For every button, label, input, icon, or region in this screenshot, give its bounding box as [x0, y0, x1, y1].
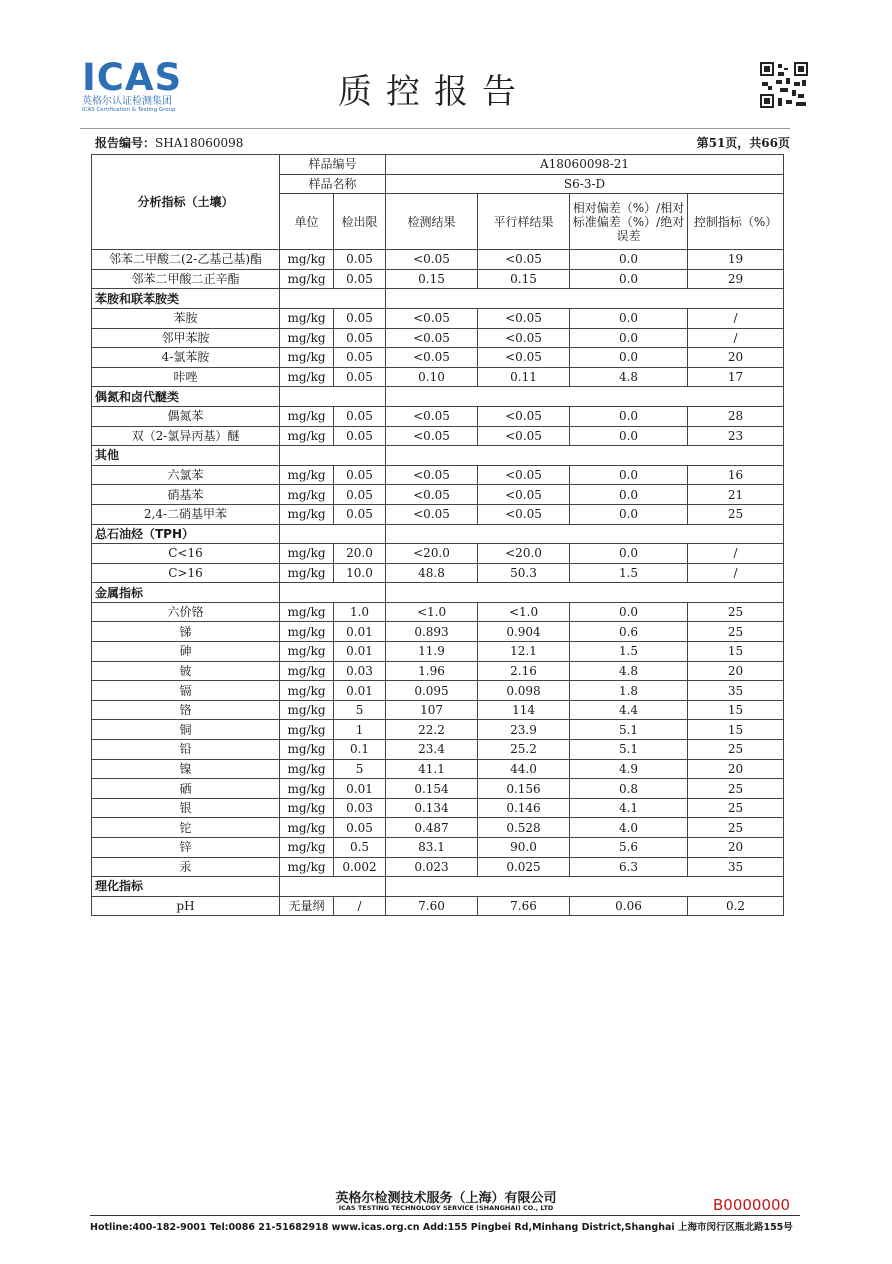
deviation-cell: 4.8: [570, 661, 688, 681]
duplicate-result-cell: <0.05: [478, 504, 570, 524]
control-index-cell: 23: [688, 426, 784, 446]
unit-cell: mg/kg: [280, 544, 334, 564]
table-row: [92, 661, 784, 681]
control-index-cell: 0.2: [688, 896, 784, 916]
unit-cell: 无量纲: [280, 896, 334, 916]
section-row: [92, 387, 784, 407]
unit-cell: mg/kg: [280, 720, 334, 740]
table-row: [92, 759, 784, 779]
detection-limit-cell: 0.1: [334, 740, 386, 760]
control-index-cell: 25: [688, 740, 784, 760]
deviation-cell: 1.5: [570, 563, 688, 583]
duplicate-result-cell: 90.0: [478, 838, 570, 858]
duplicate-result-cell: 114: [478, 700, 570, 720]
unit-cell: mg/kg: [280, 504, 334, 524]
deviation-cell: 0.0: [570, 406, 688, 426]
detection-limit-cell: 0.05: [334, 406, 386, 426]
result-cell: 0.154: [386, 779, 478, 799]
duplicate-result-cell: <0.05: [478, 485, 570, 505]
result-cell: <0.05: [386, 348, 478, 368]
detection-limit-cell: 0.05: [334, 367, 386, 387]
unit-cell: mg/kg: [280, 602, 334, 622]
detection-limit-cell: 5: [334, 700, 386, 720]
qc-table: [91, 154, 784, 916]
result-cell: <0.05: [386, 308, 478, 328]
logo-en: ICAS Certification & Testing Group: [82, 107, 176, 113]
sample-no-label: 样品编号: [280, 155, 386, 175]
duplicate-result-cell: 0.904: [478, 622, 570, 642]
section-title: 总石油烃（TPH）: [92, 524, 280, 544]
deviation-cell: 0.0: [570, 602, 688, 622]
result-cell: 0.487: [386, 818, 478, 838]
deviation-cell: 4.0: [570, 818, 688, 838]
analyte-cell: 硒: [92, 779, 280, 799]
section-title: 其他: [92, 446, 280, 466]
analyte-cell: 铊: [92, 818, 280, 838]
table-row: [92, 818, 784, 838]
deviation-cell: 0.0: [570, 544, 688, 564]
result-cell: <0.05: [386, 426, 478, 446]
control-index-cell: 20: [688, 348, 784, 368]
unit-cell: mg/kg: [280, 759, 334, 779]
deviation-cell: 0.6: [570, 622, 688, 642]
table-body: [92, 250, 784, 916]
duplicate-result-cell: 0.15: [478, 269, 570, 289]
duplicate-result-cell: 0.146: [478, 798, 570, 818]
analyte-header: 分析指标（土壤）: [92, 155, 280, 250]
section-blank: [280, 289, 386, 309]
analyte-cell: 银: [92, 798, 280, 818]
deviation-cell: 0.06: [570, 896, 688, 916]
table-row: [92, 406, 784, 426]
analyte-cell: C>16: [92, 563, 280, 583]
control-index-cell: 19: [688, 250, 784, 270]
unit-cell: mg/kg: [280, 348, 334, 368]
detection-limit-cell: 0.5: [334, 838, 386, 858]
section-blank: [280, 877, 386, 897]
unit-cell: mg/kg: [280, 838, 334, 858]
detection-limit-cell: 0.05: [334, 465, 386, 485]
control-index-cell: 25: [688, 504, 784, 524]
deviation-cell: 0.8: [570, 779, 688, 799]
analyte-cell: 双（2-氯异丙基）醚: [92, 426, 280, 446]
control-index-cell: 15: [688, 720, 784, 740]
unit-cell: mg/kg: [280, 250, 334, 270]
analyte-cell: 邻甲苯胺: [92, 328, 280, 348]
duplicate-result-cell: 0.098: [478, 681, 570, 701]
result-cell: 23.4: [386, 740, 478, 760]
deviation-cell: 0.0: [570, 426, 688, 446]
table-row: [92, 348, 784, 368]
unit-cell: mg/kg: [280, 426, 334, 446]
serial-number: B0000000: [713, 1196, 791, 1214]
sample-name-value: S6-3-D: [386, 174, 784, 194]
unit-cell: mg/kg: [280, 661, 334, 681]
result-cell: 0.134: [386, 798, 478, 818]
unit-cell: mg/kg: [280, 269, 334, 289]
detection-limit-cell: 0.05: [334, 426, 386, 446]
report-number: [95, 134, 243, 151]
section-blank: [386, 387, 784, 407]
table-row: [92, 328, 784, 348]
icas-logo: [82, 56, 192, 114]
section-row: [92, 289, 784, 309]
footer-divider: [90, 1215, 800, 1216]
control-index-cell: 25: [688, 622, 784, 642]
deviation-cell: 5.1: [570, 740, 688, 760]
qr-code-icon: [758, 60, 810, 110]
detection-limit-cell: 0.03: [334, 661, 386, 681]
detection-limit-cell: 1.0: [334, 602, 386, 622]
unit-cell: mg/kg: [280, 622, 334, 642]
detection-limit-cell: 0.002: [334, 857, 386, 877]
analyte-cell: 偶氮苯: [92, 406, 280, 426]
detection-limit-cell: 0.01: [334, 681, 386, 701]
result-cell: 48.8: [386, 563, 478, 583]
control-index-cell: /: [688, 328, 784, 348]
section-blank: [386, 446, 784, 466]
company-name-en: ICAS TESTING TECHNOLOGY SERVICE (SHANGHAI) CO., LTD: [338, 1204, 554, 1212]
control-index-cell: 25: [688, 818, 784, 838]
detection-limit-cell: 0.03: [334, 798, 386, 818]
unit-cell: mg/kg: [280, 857, 334, 877]
unit-cell: mg/kg: [280, 700, 334, 720]
unit-cell: mg/kg: [280, 406, 334, 426]
analyte-cell: 4-氯苯胺: [92, 348, 280, 368]
detection-limit-cell: /: [334, 896, 386, 916]
duplicate-result-cell: <0.05: [478, 348, 570, 368]
detection-limit-cell: 0.05: [334, 348, 386, 368]
deviation-cell: 4.1: [570, 798, 688, 818]
deviation-cell: 0.0: [570, 348, 688, 368]
control-index-cell: 25: [688, 779, 784, 799]
result-cell: <0.05: [386, 485, 478, 505]
table-row: [92, 896, 784, 916]
duplicate-result-cell: 0.11: [478, 367, 570, 387]
analyte-cell: 六氯苯: [92, 465, 280, 485]
section-row: [92, 877, 784, 897]
deviation-header: 相对偏差（%）/相对标准偏差（%）/绝对误差: [570, 194, 688, 250]
section-blank: [280, 524, 386, 544]
duplicate-result-cell: 25.2: [478, 740, 570, 760]
duplicate-result-cell: <0.05: [478, 465, 570, 485]
result-cell: <20.0: [386, 544, 478, 564]
detection-limit-cell: 10.0: [334, 563, 386, 583]
detection-limit-cell: 5: [334, 759, 386, 779]
deviation-cell: 0.0: [570, 485, 688, 505]
duplicate-result-cell: 2.16: [478, 661, 570, 681]
section-row: [92, 524, 784, 544]
analyte-cell: 镍: [92, 759, 280, 779]
detection-limit-cell: 20.0: [334, 544, 386, 564]
control-index-cell: 20: [688, 661, 784, 681]
unit-cell: mg/kg: [280, 681, 334, 701]
result-cell: 0.095: [386, 681, 478, 701]
unit-cell: mg/kg: [280, 779, 334, 799]
header-divider: [80, 128, 790, 129]
control-index-cell: 25: [688, 602, 784, 622]
deviation-cell: 0.0: [570, 250, 688, 270]
analyte-cell: 邻苯二甲酸二(2-乙基己基)酯: [92, 250, 280, 270]
sample-name-label: 样品名称: [280, 174, 386, 194]
deviation-cell: 0.0: [570, 269, 688, 289]
deviation-cell: 0.0: [570, 308, 688, 328]
control-index-cell: 20: [688, 838, 784, 858]
section-blank: [280, 446, 386, 466]
table-row: [92, 602, 784, 622]
unit-cell: mg/kg: [280, 328, 334, 348]
duplicate-result-cell: 12.1: [478, 642, 570, 662]
result-cell: <0.05: [386, 465, 478, 485]
analyte-cell: 汞: [92, 857, 280, 877]
analyte-cell: 锌: [92, 838, 280, 858]
unit-cell: mg/kg: [280, 465, 334, 485]
control-index-cell: 20: [688, 759, 784, 779]
control-index-cell: 15: [688, 642, 784, 662]
control-index-cell: /: [688, 563, 784, 583]
section-blank: [386, 524, 784, 544]
deviation-cell: 1.8: [570, 681, 688, 701]
unit-cell: mg/kg: [280, 818, 334, 838]
page-title: 质控报告: [338, 72, 530, 112]
control-index-cell: 15: [688, 700, 784, 720]
section-blank: [386, 289, 784, 309]
analyte-cell: 铅: [92, 740, 280, 760]
table-row: [92, 779, 784, 799]
deviation-cell: 0.0: [570, 504, 688, 524]
section-title: 苯胺和联苯胺类: [92, 289, 280, 309]
analyte-cell: 2,4-二硝基甲苯: [92, 504, 280, 524]
table-row: [92, 308, 784, 328]
control-index-header: 控制指标（%）: [688, 194, 784, 250]
table-row: [92, 838, 784, 858]
result-cell: <1.0: [386, 602, 478, 622]
duplicate-result-cell: <20.0: [478, 544, 570, 564]
control-index-cell: 35: [688, 857, 784, 877]
analyte-cell: 苯胺: [92, 308, 280, 328]
detection-limit-cell: 0.05: [334, 504, 386, 524]
control-index-cell: 29: [688, 269, 784, 289]
control-index-cell: 16: [688, 465, 784, 485]
table-row: [92, 642, 784, 662]
result-cell: 7.60: [386, 896, 478, 916]
unit-cell: mg/kg: [280, 642, 334, 662]
result-cell: <0.05: [386, 406, 478, 426]
logo-cn: 英格尔认证检测集团: [82, 96, 172, 107]
table-row: [92, 426, 784, 446]
duplicate-result-header: 平行样结果: [478, 194, 570, 250]
duplicate-result-cell: 0.528: [478, 818, 570, 838]
result-cell: 1.96: [386, 661, 478, 681]
analyte-cell: 六价铬: [92, 602, 280, 622]
table-row: [92, 720, 784, 740]
detection-limit-cell: 1: [334, 720, 386, 740]
result-cell: 83.1: [386, 838, 478, 858]
analyte-cell: 镉: [92, 681, 280, 701]
detection-limit-cell: 0.05: [334, 818, 386, 838]
detection-limit-cell: 0.01: [334, 642, 386, 662]
report-number-label: 报告编号：: [95, 136, 156, 150]
table-row: [92, 504, 784, 524]
unit-header: 单位: [280, 194, 334, 250]
table-row: [92, 681, 784, 701]
duplicate-result-cell: 7.66: [478, 896, 570, 916]
deviation-cell: 6.3: [570, 857, 688, 877]
analyte-cell: 咔唑: [92, 367, 280, 387]
result-cell: 0.893: [386, 622, 478, 642]
table-row: [92, 857, 784, 877]
control-index-cell: 25: [688, 798, 784, 818]
detection-limit-cell: 0.01: [334, 622, 386, 642]
section-blank: [386, 877, 784, 897]
result-cell: 0.15: [386, 269, 478, 289]
result-cell: 41.1: [386, 759, 478, 779]
duplicate-result-cell: 50.3: [478, 563, 570, 583]
section-row: [92, 583, 784, 603]
control-index-cell: 17: [688, 367, 784, 387]
unit-cell: mg/kg: [280, 740, 334, 760]
unit-cell: mg/kg: [280, 367, 334, 387]
deviation-cell: 1.5: [570, 642, 688, 662]
section-blank: [280, 387, 386, 407]
unit-cell: mg/kg: [280, 308, 334, 328]
detection-limit-cell: 0.05: [334, 250, 386, 270]
deviation-cell: 4.4: [570, 700, 688, 720]
duplicate-result-cell: 23.9: [478, 720, 570, 740]
control-index-cell: 35: [688, 681, 784, 701]
report-number-value: SHA18060098: [155, 136, 244, 150]
table-row: [92, 563, 784, 583]
result-cell: <0.05: [386, 504, 478, 524]
contact-info: Hotline:400-182-9001 Tel:0086 21-51682918 www.icas.org.cn Add:155 Pingbei Rd,Minhang District,Shanghai 上海市闵行区瓶北路155号: [90, 1222, 793, 1233]
duplicate-result-cell: 44.0: [478, 759, 570, 779]
result-cell: 22.2: [386, 720, 478, 740]
unit-cell: mg/kg: [280, 563, 334, 583]
logo-text: ICAS: [82, 56, 183, 99]
result-cell: 0.10: [386, 367, 478, 387]
unit-cell: mg/kg: [280, 485, 334, 505]
section-title: 理化指标: [92, 877, 280, 897]
company-name-cn: 英格尔检测技术服务（上海）有限公司: [335, 1191, 557, 1206]
duplicate-result-cell: <0.05: [478, 308, 570, 328]
duplicate-result-cell: <0.05: [478, 250, 570, 270]
table-row: [92, 798, 784, 818]
duplicate-result-cell: <0.05: [478, 426, 570, 446]
section-title: 金属指标: [92, 583, 280, 603]
result-cell: <0.05: [386, 250, 478, 270]
table-row: [92, 740, 784, 760]
result-cell: 11.9: [386, 642, 478, 662]
deviation-cell: 0.0: [570, 328, 688, 348]
result-header: 检测结果: [386, 194, 478, 250]
deviation-cell: 0.0: [570, 465, 688, 485]
deviation-cell: 5.1: [570, 720, 688, 740]
detection-limit-header: 检出限: [334, 194, 386, 250]
deviation-cell: 4.9: [570, 759, 688, 779]
control-index-cell: /: [688, 544, 784, 564]
analyte-cell: 硝基苯: [92, 485, 280, 505]
deviation-cell: 4.8: [570, 367, 688, 387]
control-index-cell: /: [688, 308, 784, 328]
analyte-cell: 铬: [92, 700, 280, 720]
detection-limit-cell: 0.05: [334, 328, 386, 348]
analyte-cell: 铜: [92, 720, 280, 740]
analyte-cell: 铍: [92, 661, 280, 681]
table-row: [92, 485, 784, 505]
table-row: [92, 269, 784, 289]
table-row: [92, 250, 784, 270]
section-blank: [386, 583, 784, 603]
duplicate-result-cell: <0.05: [478, 406, 570, 426]
table-row: [92, 700, 784, 720]
detection-limit-cell: 0.05: [334, 485, 386, 505]
analyte-cell: 锑: [92, 622, 280, 642]
section-row: [92, 446, 784, 466]
duplicate-result-cell: 0.025: [478, 857, 570, 877]
section-title: 偶氮和卤代醚类: [92, 387, 280, 407]
detection-limit-cell: 0.05: [334, 269, 386, 289]
analyte-cell: pH: [92, 896, 280, 916]
table-row: [92, 622, 784, 642]
result-cell: 107: [386, 700, 478, 720]
control-index-cell: 28: [688, 406, 784, 426]
analyte-cell: 砷: [92, 642, 280, 662]
detection-limit-cell: 0.05: [334, 308, 386, 328]
sample-no-value: A18060098-21: [386, 155, 784, 175]
page-info: 第51页，共66页: [696, 136, 790, 150]
result-cell: <0.05: [386, 328, 478, 348]
detection-limit-cell: 0.01: [334, 779, 386, 799]
duplicate-result-cell: <0.05: [478, 328, 570, 348]
control-index-cell: 21: [688, 485, 784, 505]
table-row: [92, 465, 784, 485]
result-cell: 0.023: [386, 857, 478, 877]
table-row: [92, 544, 784, 564]
section-blank: [280, 583, 386, 603]
deviation-cell: 5.6: [570, 838, 688, 858]
analyte-cell: 邻苯二甲酸二正辛酯: [92, 269, 280, 289]
duplicate-result-cell: <1.0: [478, 602, 570, 622]
duplicate-result-cell: 0.156: [478, 779, 570, 799]
table-row: [92, 367, 784, 387]
analyte-cell: C<16: [92, 544, 280, 564]
unit-cell: mg/kg: [280, 798, 334, 818]
